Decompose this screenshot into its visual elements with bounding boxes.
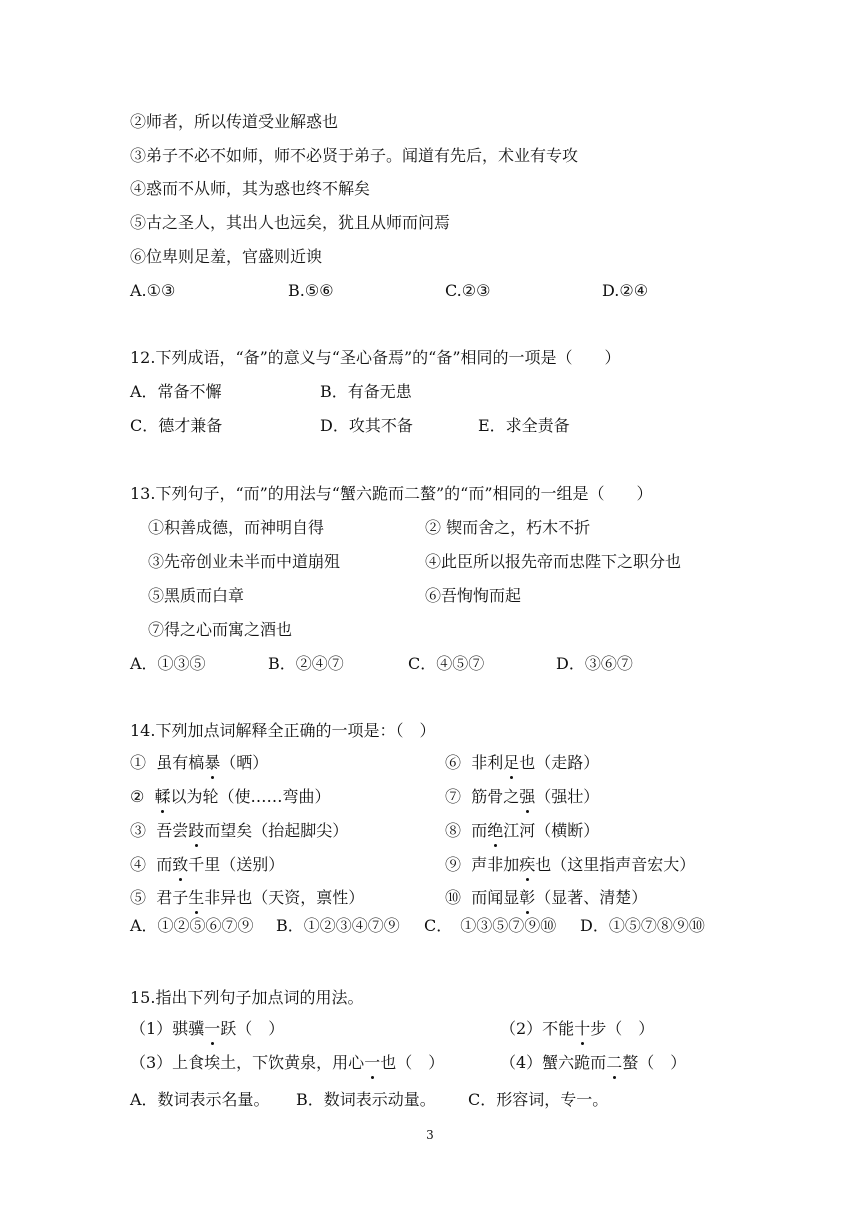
dotted-word: 一 — [364, 1053, 381, 1072]
q12-option-a: A．常备不懈 — [130, 382, 222, 401]
q13-option-b: B．②④⑦ — [268, 654, 344, 673]
q11-option-a: A.①③ — [130, 281, 176, 300]
q14-item-9 — [445, 854, 695, 876]
dotted-word: 绝 — [487, 821, 504, 840]
q14-item-pre: 而 — [471, 821, 488, 840]
q14-item-4 — [130, 854, 284, 876]
q14-item-num: ⑦ — [445, 787, 462, 806]
q14-item-num: ① — [130, 753, 147, 772]
q14-item-num: ⑥ — [445, 753, 462, 772]
q14-item-1 — [130, 752, 268, 774]
dotted-word: 致 — [172, 855, 189, 874]
q14-item-post: （显著、清楚） — [535, 888, 648, 907]
q11-item-5: ⑤古之圣人，其出人也远矣，犹且从师而问焉 — [130, 213, 451, 232]
q15-item-4 — [500, 1052, 686, 1074]
q15-item-2 — [500, 1018, 654, 1040]
q14-item-3 — [130, 820, 348, 842]
q14-item-8 — [445, 820, 599, 842]
dotted-word: 跂 — [188, 821, 205, 840]
q14-item-pre: 非利 — [471, 753, 504, 772]
q14-item-num: ③ — [130, 821, 147, 840]
q14-item-post: （强壮） — [535, 787, 600, 806]
q11-item-3: ③弟子不必不如师，师不必贤于弟子。闻道有先后，术业有专攻 — [130, 146, 579, 165]
q14-item-post: 而望矣（抬起脚尖） — [204, 821, 349, 840]
q14-item-num: ⑧ — [445, 821, 462, 840]
q11-item-4: ④惑而不从师，其为惑也终不解矣 — [130, 179, 371, 198]
q14-option-d: D．①⑤⑦⑧⑨⑩ — [580, 916, 705, 935]
dotted-word: 暴 — [204, 753, 221, 772]
q14-item-pre: 声非加 — [471, 855, 520, 874]
q12-option-c: C．德才兼备 — [130, 416, 223, 435]
q15-item-pre: （3）上食埃土，下饮黄泉，用心 — [130, 1053, 365, 1072]
q14-item-post: （晒） — [220, 753, 269, 772]
q15-item-pre: （1）骐骥 — [130, 1019, 205, 1038]
q14-item-post: 江河（横断） — [503, 821, 600, 840]
page-number: 3 — [426, 1128, 434, 1142]
q13-item-3: ③先帝创业未半而中道崩殂 — [148, 552, 341, 571]
dotted-word: 足 — [503, 753, 520, 772]
q14-item-post: 也（这里指声音宏大） — [535, 855, 696, 874]
q13-option-c: C．④⑤⑦ — [408, 654, 485, 673]
q12-option-e: E．求全责备 — [478, 416, 570, 435]
q14-item-post: 非异也（天资，禀性） — [204, 888, 365, 907]
q12-option-d: D．攻其不备 — [320, 416, 413, 435]
q15-item-pre: （2）不能 — [500, 1019, 575, 1038]
q14-item-pre: 而 — [156, 855, 173, 874]
q13-item-1: ①积善成德，而神明自得 — [148, 518, 325, 537]
q13-stem: 13.下列句子，“而”的用法与“蟹六跪而二螯”的“而”相同的一组是（ ） — [130, 484, 653, 503]
q15-item-post: 螯（ ） — [622, 1053, 687, 1072]
q15-option-b: B．数词表示动量。 — [296, 1090, 436, 1109]
q11-option-d: D.②④ — [602, 281, 649, 300]
dotted-word: 生 — [188, 888, 205, 907]
dotted-word: 二 — [606, 1053, 623, 1072]
q13-item-2: ② 锲而舍之，朽木不折 — [425, 518, 591, 537]
q13-option-d: D．③⑥⑦ — [556, 654, 633, 673]
q15-option-a: A．数词表示名量。 — [130, 1090, 270, 1109]
q13-item-5: ⑤黑质而白章 — [148, 586, 245, 605]
q14-item-post: 也（走路） — [519, 753, 600, 772]
q14-item-num: ② — [130, 787, 145, 806]
q14-item-pre: 而闻显 — [471, 888, 520, 907]
q14-item-num: ④ — [130, 855, 147, 874]
q12-stem: 12.下列成语，“备”的意义与“圣心备焉”的“备”相同的一项是（ ） — [130, 348, 621, 367]
q11-option-b: B.⑤⑥ — [288, 281, 334, 300]
q14-item-pre: 虽有槁 — [156, 753, 205, 772]
q13-option-a: A．①③⑤ — [130, 654, 206, 673]
q14-option-c: C． ①③⑤⑦⑨⑩ — [424, 916, 557, 935]
q14-item-2 — [130, 786, 331, 808]
q14-item-post: 千里（送别） — [188, 855, 285, 874]
q14-item-num: ⑩ — [445, 888, 462, 907]
q13-item-6: ⑥吾恂恂而起 — [425, 586, 522, 605]
q15-option-c: C．形容词，专一。 — [468, 1090, 609, 1109]
q15-item-3 — [130, 1052, 444, 1074]
q12-option-b: B．有备无患 — [320, 382, 412, 401]
q15-item-post: 也（ ） — [380, 1053, 445, 1072]
dotted-word: 一 — [204, 1019, 221, 1038]
q14-item-10 — [445, 887, 647, 909]
q15-stem: 15.指出下列句子加点词的用法。 — [130, 988, 364, 1007]
q14-item-5 — [130, 887, 364, 909]
q11-item-6: ⑥位卑则足羞，官盛则近谀 — [130, 247, 323, 266]
q14-item-7 — [445, 786, 599, 808]
dotted-word: 十 — [574, 1019, 591, 1038]
dotted-word: 强 — [519, 787, 536, 806]
q14-item-pre: 筋骨之 — [471, 787, 520, 806]
q14-item-pre: 君子 — [156, 888, 189, 907]
q11-option-c: C.②③ — [445, 281, 491, 300]
dotted-word: 彰 — [519, 888, 536, 907]
q14-option-a: A．①②⑤⑥⑦⑨ — [130, 916, 254, 935]
dotted-word: 輮 — [154, 787, 171, 806]
q15-item-pre: （4）蟹六跪而 — [500, 1053, 607, 1072]
q11-item-2: ②师者，所以传道受业解惑也 — [130, 112, 339, 131]
q14-item-6 — [445, 752, 599, 774]
q14-item-post: 以为轮（使……弯曲） — [170, 787, 331, 806]
q14-item-num: ⑨ — [445, 855, 462, 874]
q14-stem: 14.下列加点词解释全正确的一项是：（ ） — [130, 721, 436, 740]
q13-item-4: ④此臣所以报先帝而忠陛下之职分也 — [425, 552, 682, 571]
q15-item-post: 步（ ） — [590, 1019, 655, 1038]
q15-item-post: 跃（ ） — [220, 1019, 285, 1038]
dotted-word: 疾 — [519, 855, 536, 874]
q14-item-pre: 吾尝 — [156, 821, 189, 840]
q14-item-num: ⑤ — [130, 888, 147, 907]
q13-item-7: ⑦得之心而寓之酒也 — [148, 620, 293, 639]
q14-option-b: B．①②③④⑦⑨ — [276, 916, 400, 935]
q15-item-1 — [130, 1018, 284, 1040]
